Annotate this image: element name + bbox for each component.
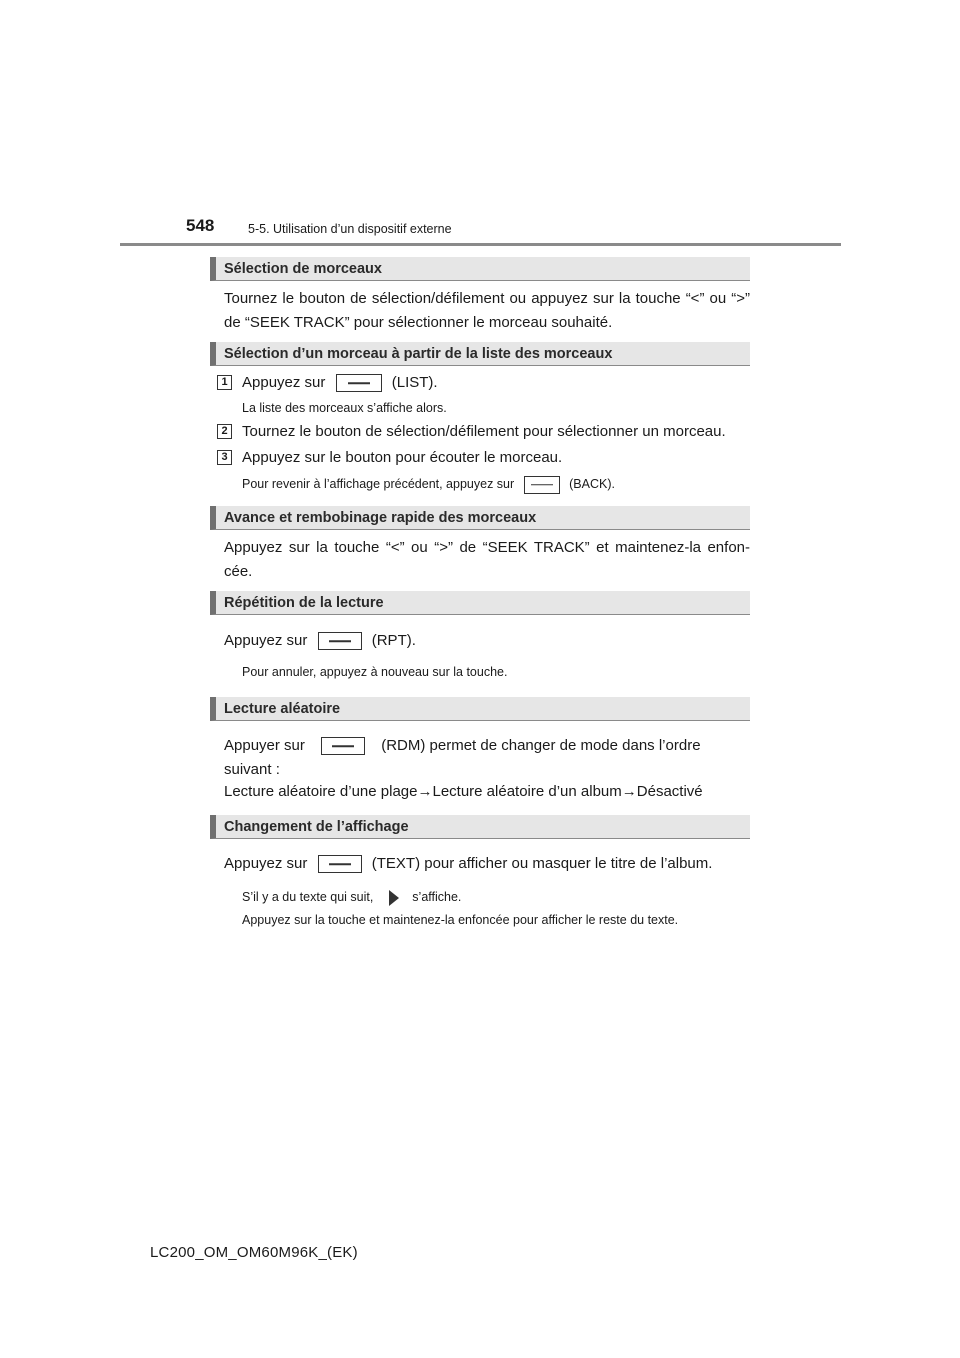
rpt-button-icon <box>318 632 362 650</box>
repeat-note: Pour annuler, appuyez à nouveau sur la touche. <box>242 665 508 679</box>
step-2: Tournez le bouton de sélection/défilement pour sélectionner un morceau. <box>242 423 726 440</box>
document-code: LC200_OM_OM60M96K_(EK) <box>150 1244 358 1261</box>
random-text-line2: suivant : <box>224 761 280 778</box>
list-button-icon <box>336 374 382 392</box>
display-text: Appuyez sur (TEXT) pour afficher ou masquer le titre de l’album. <box>224 855 713 872</box>
step-1-note: La liste des morceaux s’affiche alors. <box>242 401 447 415</box>
next-arrow-icon <box>389 890 399 906</box>
step-1: Appuyez sur (LIST). <box>242 374 438 391</box>
random-text-line3: Lecture aléatoire d’une plage→Lecture aléatoire d’un album→Désactivé <box>224 783 703 800</box>
step-3-note: Pour revenir à l’affichage précédent, appuyez sur (BACK). <box>242 475 615 494</box>
step-number-1: 1 <box>217 375 232 390</box>
seek-text: Appuyez sur la touche “<” ou “>” de “SEEK TRACK” et maintenez-la enfon-cée. <box>224 539 750 580</box>
section-heading-seek: Avance et rembobinage rapide des morceaux <box>210 506 750 530</box>
repeat-text: Appuyez sur (RPT). <box>224 632 416 649</box>
step-3: Appuyez sur le bouton pour écouter le morceau. <box>242 449 563 466</box>
random-text-line1: Appuyer sur (RDM) permet de changer de mode dans l’ordre <box>224 737 701 754</box>
display-note-1: S’il y a du texte qui suit, s’affiche. <box>242 890 462 904</box>
step-number-2: 2 <box>217 424 232 439</box>
section-heading-repeat: Répétition de la lecture <box>210 591 750 615</box>
step-number-3: 3 <box>217 450 232 465</box>
section-heading-random: Lecture aléatoire <box>210 697 750 721</box>
page-number: 548 <box>186 216 215 235</box>
chapter-title: 5-5. Utilisation d’un dispositif externe <box>248 222 452 236</box>
text-button-icon <box>318 855 362 873</box>
rdm-button-icon <box>321 737 365 755</box>
header-rule <box>120 243 841 246</box>
section-heading-display: Changement de l’affichage <box>210 815 750 839</box>
selection-text: Tournez le bouton de sélection/défilement ou appuyez sur la touche “<” ou “>” de “SEEK TRACK” pour sélectionner le morceau souhaité. <box>224 290 750 331</box>
back-button-icon <box>524 476 560 494</box>
display-note-2: Appuyez sur la touche et maintenez-la enfoncée pour afficher le reste du texte. <box>242 913 679 927</box>
section-heading-list: Sélection d’un morceau à partir de la liste des morceaux <box>210 342 750 366</box>
section-heading-selection: Sélection de morceaux <box>210 257 750 281</box>
